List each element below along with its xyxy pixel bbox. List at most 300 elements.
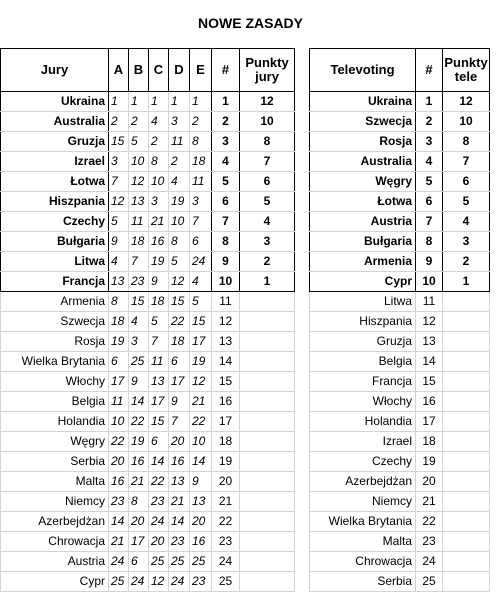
jury-score-d: 9 (169, 392, 190, 412)
jury-points (240, 292, 295, 312)
televoting-points: 3 (443, 232, 490, 252)
jury-row (1, 192, 295, 212)
jury-score-c: 9 (149, 272, 169, 292)
jury-score-b: 12 (129, 172, 149, 192)
jury-score-a: 22 (109, 432, 129, 452)
header-rank: # (212, 49, 240, 92)
televoting-points (443, 312, 490, 332)
televoting-row (310, 472, 490, 492)
jury-points (240, 492, 295, 512)
jury-points (240, 432, 295, 452)
jury-country: Francja (1, 272, 109, 292)
televoting-country: Węgry (310, 172, 416, 192)
jury-points (240, 412, 295, 432)
jury-score-c: 3 (149, 192, 169, 212)
jury-points (240, 572, 295, 592)
jury-score-c: 8 (149, 152, 169, 172)
televoting-country: Serbia (310, 572, 416, 592)
jury-score-b: 22 (129, 412, 149, 432)
jury-score-b: 4 (129, 312, 149, 332)
jury-row (1, 212, 295, 232)
jury-score-a: 1 (109, 92, 129, 112)
jury-country: Cypr (1, 572, 109, 592)
jury-points (240, 312, 295, 332)
jury-country: Izrael (1, 152, 109, 172)
jury-score-a: 17 (109, 372, 129, 392)
jury-score-a: 14 (109, 512, 129, 532)
televoting-country: Holandia (310, 412, 416, 432)
header-rank: # (416, 49, 443, 92)
jury-score-d: 24 (169, 572, 190, 592)
jury-rank: 20 (212, 472, 240, 492)
jury-country: Serbia (1, 452, 109, 472)
televoting-row (310, 492, 490, 512)
jury-points: 6 (240, 172, 295, 192)
jury-rank: 1 (212, 92, 240, 112)
televoting-row (310, 452, 490, 472)
jury-score-b: 1 (129, 92, 149, 112)
televoting-rank: 25 (416, 572, 443, 592)
jury-score-a: 18 (109, 312, 129, 332)
jury-score-c: 21 (149, 212, 169, 232)
televoting-row (310, 292, 490, 312)
televoting-country: Rosja (310, 132, 416, 152)
jury-score-d: 20 (169, 432, 190, 452)
jury-score-c: 7 (149, 332, 169, 352)
televoting-country: Hiszpania (310, 312, 416, 332)
jury-score-c: 23 (149, 492, 169, 512)
jury-score-b: 17 (129, 532, 149, 552)
header-points-tele: Punkty tele (443, 49, 490, 92)
televoting-country: Włochy (310, 392, 416, 412)
jury-score-a: 20 (109, 452, 129, 472)
jury-score-e: 4 (190, 272, 212, 292)
jury-points: 7 (240, 152, 295, 172)
header-b: B (129, 49, 149, 92)
televoting-rank: 7 (416, 212, 443, 232)
televoting-rank: 4 (416, 152, 443, 172)
jury-country: Niemcy (1, 492, 109, 512)
televoting-points (443, 532, 490, 552)
jury-score-b: 5 (129, 132, 149, 152)
jury-points: 2 (240, 252, 295, 272)
televoting-points (443, 492, 490, 512)
jury-score-e: 6 (190, 232, 212, 252)
televoting-rank: 2 (416, 112, 443, 132)
jury-country: Wielka Brytania (1, 352, 109, 372)
jury-score-e: 12 (190, 372, 212, 392)
jury-points (240, 392, 295, 412)
jury-row (1, 132, 295, 152)
jury-score-a: 7 (109, 172, 129, 192)
televoting-row (310, 252, 490, 272)
jury-score-b: 18 (129, 232, 149, 252)
televoting-rank: 19 (416, 452, 443, 472)
televoting-row (310, 112, 490, 132)
jury-score-a: 19 (109, 332, 129, 352)
jury-points (240, 352, 295, 372)
jury-country: Azerbejdżan (1, 512, 109, 532)
jury-score-a: 3 (109, 152, 129, 172)
jury-row (1, 472, 295, 492)
televoting-points (443, 352, 490, 372)
jury-row (1, 92, 295, 112)
jury-row (1, 412, 295, 432)
jury-rank: 13 (212, 332, 240, 352)
jury-row (1, 172, 295, 192)
jury-rank: 19 (212, 452, 240, 472)
jury-score-e: 2 (190, 112, 212, 132)
jury-score-b: 9 (129, 372, 149, 392)
televoting-country: Bułgaria (310, 232, 416, 252)
jury-score-c: 4 (149, 112, 169, 132)
televoting-points: 12 (443, 92, 490, 112)
jury-country: Chrowacja (1, 532, 109, 552)
jury-score-a: 25 (109, 572, 129, 592)
jury-score-a: 2 (109, 112, 129, 132)
jury-row (1, 432, 295, 452)
jury-score-a: 4 (109, 252, 129, 272)
televoting-points (443, 572, 490, 592)
jury-points: 3 (240, 232, 295, 252)
jury-score-b: 3 (129, 332, 149, 352)
televoting-rank: 1 (416, 92, 443, 112)
jury-score-d: 4 (169, 172, 190, 192)
jury-score-d: 1 (169, 92, 190, 112)
jury-row (1, 492, 295, 512)
televoting-rank: 9 (416, 252, 443, 272)
jury-score-d: 8 (169, 232, 190, 252)
jury-country: Belgia (1, 392, 109, 412)
jury-points: 1 (240, 272, 295, 292)
jury-score-b: 6 (129, 552, 149, 572)
jury-country: Holandia (1, 412, 109, 432)
header-points-jury: Punkty jury (240, 49, 295, 92)
televoting-points (443, 432, 490, 452)
jury-score-d: 25 (169, 552, 190, 572)
jury-score-c: 24 (149, 512, 169, 532)
jury-rank: 7 (212, 212, 240, 232)
televoting-country: Ukraina (310, 92, 416, 112)
jury-score-e: 25 (190, 552, 212, 572)
jury-points (240, 372, 295, 392)
televoting-country: Niemcy (310, 492, 416, 512)
jury-score-c: 10 (149, 172, 169, 192)
televoting-country: Francja (310, 372, 416, 392)
televoting-points: 7 (443, 152, 490, 172)
televoting-rank: 16 (416, 392, 443, 412)
jury-score-a: 12 (109, 192, 129, 212)
jury-row (1, 512, 295, 532)
jury-row (1, 312, 295, 332)
jury-country: Australia (1, 112, 109, 132)
jury-rank: 8 (212, 232, 240, 252)
televoting-country: Wielka Brytania (310, 512, 416, 532)
jury-rank: 24 (212, 552, 240, 572)
jury-country: Łotwa (1, 172, 109, 192)
jury-score-e: 7 (190, 212, 212, 232)
televoting-rank: 6 (416, 192, 443, 212)
jury-country: Austria (1, 552, 109, 572)
televoting-country: Szwecja (310, 112, 416, 132)
televoting-row (310, 392, 490, 412)
televoting-row (310, 132, 490, 152)
jury-score-c: 18 (149, 292, 169, 312)
jury-score-c: 19 (149, 252, 169, 272)
televoting-points: 4 (443, 212, 490, 232)
jury-score-d: 22 (169, 312, 190, 332)
header-e: E (190, 49, 212, 92)
jury-score-a: 9 (109, 232, 129, 252)
televoting-rank: 10 (416, 272, 443, 292)
jury-score-e: 14 (190, 452, 212, 472)
jury-score-c: 22 (149, 472, 169, 492)
televoting-rank: 8 (416, 232, 443, 252)
jury-points (240, 472, 295, 492)
televoting-rank: 18 (416, 432, 443, 452)
header-c: C (149, 49, 169, 92)
jury-country: Hiszpania (1, 192, 109, 212)
televoting-header-row (310, 49, 490, 92)
jury-points (240, 552, 295, 572)
jury-score-d: 11 (169, 132, 190, 152)
jury-score-d: 7 (169, 412, 190, 432)
televoting-row (310, 512, 490, 532)
televoting-row (310, 272, 490, 292)
jury-score-d: 5 (169, 252, 190, 272)
jury-score-d: 19 (169, 192, 190, 212)
televoting-rank: 23 (416, 532, 443, 552)
televoting-rank: 11 (416, 292, 443, 312)
jury-score-c: 20 (149, 532, 169, 552)
jury-rank: 12 (212, 312, 240, 332)
jury-rank: 11 (212, 292, 240, 312)
televoting-country: Izrael (310, 432, 416, 452)
jury-score-e: 24 (190, 252, 212, 272)
televoting-row (310, 552, 490, 572)
jury-row (1, 392, 295, 412)
televoting-row (310, 352, 490, 372)
jury-score-c: 13 (149, 372, 169, 392)
header-d: D (169, 49, 190, 92)
jury-rank: 14 (212, 352, 240, 372)
jury-rank: 10 (212, 272, 240, 292)
televoting-country: Armenia (310, 252, 416, 272)
jury-score-b: 23 (129, 272, 149, 292)
televoting-points (443, 392, 490, 412)
jury-row (1, 152, 295, 172)
jury-score-b: 8 (129, 492, 149, 512)
jury-score-d: 12 (169, 272, 190, 292)
jury-row (1, 252, 295, 272)
jury-points (240, 532, 295, 552)
televoting-row (310, 172, 490, 192)
televoting-rank: 13 (416, 332, 443, 352)
jury-score-e: 20 (190, 512, 212, 532)
jury-country: Malta (1, 472, 109, 492)
televoting-row (310, 212, 490, 232)
jury-score-b: 7 (129, 252, 149, 272)
jury-score-e: 22 (190, 412, 212, 432)
jury-score-a: 5 (109, 212, 129, 232)
jury-row (1, 292, 295, 312)
jury-score-b: 24 (129, 572, 149, 592)
jury-score-d: 14 (169, 512, 190, 532)
jury-score-d: 6 (169, 352, 190, 372)
televoting-country: Litwa (310, 292, 416, 312)
jury-row (1, 572, 295, 592)
jury-row (1, 552, 295, 572)
televoting-row (310, 152, 490, 172)
jury-score-b: 15 (129, 292, 149, 312)
jury-score-b: 10 (129, 152, 149, 172)
jury-rank: 18 (212, 432, 240, 452)
jury-country: Czechy (1, 212, 109, 232)
jury-score-e: 5 (190, 292, 212, 312)
jury-rank: 22 (212, 512, 240, 532)
televoting-country: Cypr (310, 272, 416, 292)
televoting-points: 8 (443, 132, 490, 152)
jury-points (240, 512, 295, 532)
jury-points: 12 (240, 92, 295, 112)
jury-score-c: 12 (149, 572, 169, 592)
jury-rank: 17 (212, 412, 240, 432)
jury-table (0, 48, 295, 592)
jury-score-a: 21 (109, 532, 129, 552)
televoting-points: 1 (443, 272, 490, 292)
jury-score-b: 20 (129, 512, 149, 532)
televoting-points (443, 412, 490, 432)
jury-score-d: 16 (169, 452, 190, 472)
jury-score-e: 8 (190, 132, 212, 152)
jury-score-e: 15 (190, 312, 212, 332)
televoting-country: Gruzja (310, 332, 416, 352)
jury-score-a: 15 (109, 132, 129, 152)
jury-rank: 4 (212, 152, 240, 172)
jury-score-e: 13 (190, 492, 212, 512)
televoting-row (310, 92, 490, 112)
televoting-rank: 12 (416, 312, 443, 332)
televoting-rank: 5 (416, 172, 443, 192)
jury-score-b: 11 (129, 212, 149, 232)
televoting-rank: 3 (416, 132, 443, 152)
jury-country: Włochy (1, 372, 109, 392)
jury-score-e: 10 (190, 432, 212, 452)
jury-score-a: 6 (109, 352, 129, 372)
jury-header-row (1, 49, 295, 92)
header-jury: Jury (1, 49, 109, 92)
jury-row (1, 452, 295, 472)
televoting-country: Belgia (310, 352, 416, 372)
televoting-country: Chrowacja (310, 552, 416, 572)
televoting-country: Australia (310, 152, 416, 172)
jury-score-a: 8 (109, 292, 129, 312)
televoting-country: Azerbejdżan (310, 472, 416, 492)
televoting-points (443, 472, 490, 492)
jury-score-c: 2 (149, 132, 169, 152)
page-title: NOWE ZASADY (198, 15, 303, 31)
televoting-row (310, 332, 490, 352)
jury-score-a: 13 (109, 272, 129, 292)
jury-score-e: 21 (190, 392, 212, 412)
jury-score-c: 16 (149, 232, 169, 252)
jury-rank: 15 (212, 372, 240, 392)
jury-score-b: 13 (129, 192, 149, 212)
jury-score-d: 23 (169, 532, 190, 552)
televoting-points: 6 (443, 172, 490, 192)
jury-score-c: 5 (149, 312, 169, 332)
header-televoting: Televoting (310, 49, 416, 92)
jury-country: Gruzja (1, 132, 109, 152)
televoting-points (443, 372, 490, 392)
televoting-rank: 14 (416, 352, 443, 372)
jury-rank: 3 (212, 132, 240, 152)
jury-score-a: 16 (109, 472, 129, 492)
jury-score-d: 3 (169, 112, 190, 132)
televoting-points: 5 (443, 192, 490, 212)
jury-score-e: 18 (190, 152, 212, 172)
jury-score-d: 18 (169, 332, 190, 352)
jury-rank: 9 (212, 252, 240, 272)
jury-rank: 25 (212, 572, 240, 592)
jury-points: 5 (240, 192, 295, 212)
jury-score-c: 11 (149, 352, 169, 372)
jury-points: 4 (240, 212, 295, 232)
jury-score-b: 16 (129, 452, 149, 472)
jury-score-d: 21 (169, 492, 190, 512)
jury-score-e: 3 (190, 192, 212, 212)
televoting-row (310, 312, 490, 332)
jury-score-d: 15 (169, 292, 190, 312)
televoting-points (443, 292, 490, 312)
jury-rank: 21 (212, 492, 240, 512)
jury-score-b: 19 (129, 432, 149, 452)
jury-row (1, 272, 295, 292)
jury-country: Rosja (1, 332, 109, 352)
jury-score-e: 1 (190, 92, 212, 112)
jury-country: Szwecja (1, 312, 109, 332)
televoting-points: 10 (443, 112, 490, 132)
jury-rank: 2 (212, 112, 240, 132)
televoting-row (310, 432, 490, 452)
jury-score-c: 17 (149, 392, 169, 412)
jury-score-b: 2 (129, 112, 149, 132)
jury-score-d: 17 (169, 372, 190, 392)
jury-score-c: 1 (149, 92, 169, 112)
televoting-row (310, 372, 490, 392)
jury-score-d: 2 (169, 152, 190, 172)
televoting-row (310, 192, 490, 212)
televoting-country: Łotwa (310, 192, 416, 212)
jury-row (1, 112, 295, 132)
jury-row (1, 352, 295, 372)
jury-score-c: 6 (149, 432, 169, 452)
jury-score-d: 10 (169, 212, 190, 232)
jury-points: 10 (240, 112, 295, 132)
jury-score-e: 23 (190, 572, 212, 592)
televoting-rank: 20 (416, 472, 443, 492)
televoting-rank: 22 (416, 512, 443, 532)
televoting-points (443, 452, 490, 472)
jury-score-a: 23 (109, 492, 129, 512)
jury-score-c: 14 (149, 452, 169, 472)
televoting-row (310, 572, 490, 592)
jury-score-c: 15 (149, 412, 169, 432)
jury-score-b: 21 (129, 472, 149, 492)
jury-score-e: 11 (190, 172, 212, 192)
jury-points (240, 332, 295, 352)
televoting-rank: 24 (416, 552, 443, 572)
